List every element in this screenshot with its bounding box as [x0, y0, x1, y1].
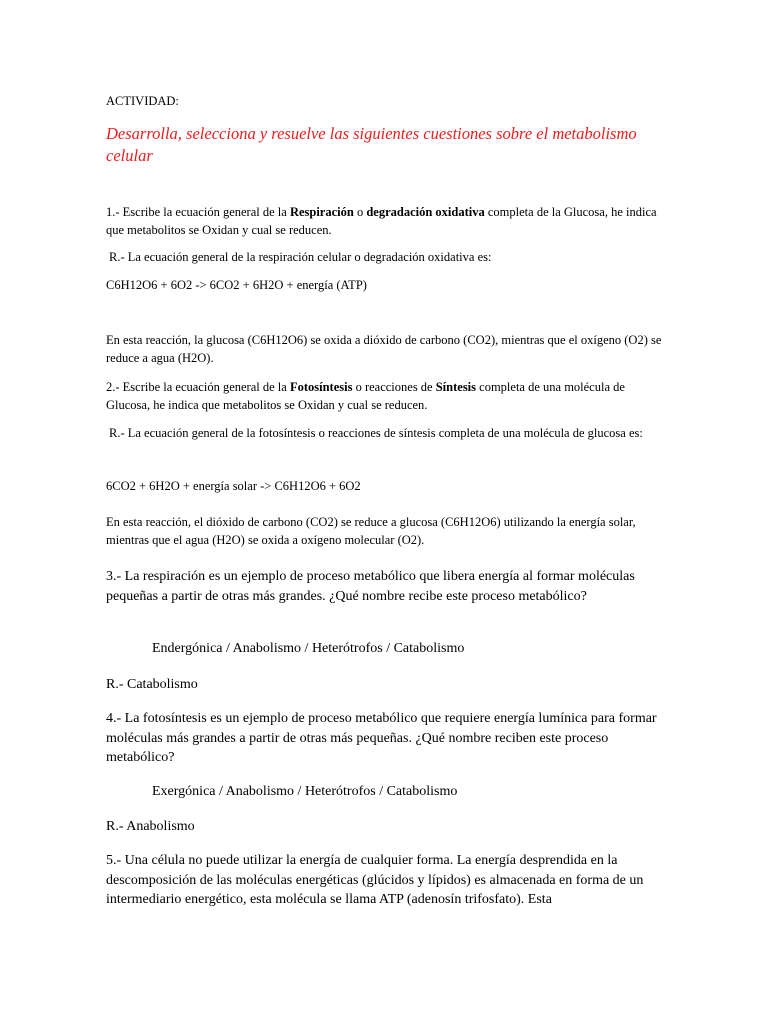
question-2-mid: o reacciones de [352, 380, 436, 394]
question-1-mid: o [353, 205, 367, 219]
equation-2: 6CO2 + 6H2O + energía solar -> C6H12O6 + 6O2 [106, 479, 361, 493]
question-2-bold-fotosintesis: Fotosíntesis [289, 380, 353, 394]
question-5: 5.- Una célula no puede utilizar la energía de cualquier forma. La energía desprendida en la descomposición de las moléculas energéticas (glúcidos y lípidos) es almacenada en forma de un intermediario energético, esta molécula se llama ATP (adenosín trifosfato). Esta [106, 853, 644, 907]
question-2-prefix: 2.- Escribe la ecuación general de la [106, 380, 290, 394]
question-3-options: Endergónica / Anabolismo / Heterótrofos / Catabolismo [152, 641, 465, 656]
answer-1-intro: R.- La ecuación general de la respiración celular o degradación oxidativa es: [109, 250, 492, 264]
answer-4: R.- Anabolismo [106, 819, 195, 834]
question-4: 4.- La fotosíntesis es un ejemplo de proceso metabólico que requiere energía lumínica para formar moléculas más grandes a partir de otras más pequeñas. ¿Qué nombre reciben este proceso metabólico? [106, 711, 657, 765]
answer-3: R.- Catabolismo [106, 677, 198, 692]
question-3: 3.- La respiración es un ejemplo de proceso metabólico que libera energía al formar moléculas pequeñas a partir de otras más grandes. ¿Qué nombre recibe este proceso metabólico? [106, 569, 635, 604]
activity-subtitle: Desarrolla, selecciona y resuelve las siguientes cuestiones sobre el metabolismo celular [106, 124, 637, 165]
question-1-suffix: completa de la Glucosa, he indica que metabolitos se Oxidan y cual se reducen. [106, 205, 657, 237]
explanation-1: En esta reacción, la glucosa (C6H12O6) se oxida a dióxido de carbono (CO2), mientras que el oxígeno (O2) se reduce a agua (H2O). [106, 333, 662, 365]
question-2-bold-sintesis: Síntesis [435, 380, 477, 394]
question-2 [106, 378, 662, 414]
question-1-bold-degradacion: degradación oxidativa [366, 205, 485, 219]
explanation-2: En esta reacción, el dióxido de carbono (CO2) se reduce a glucosa (C6H12O6) utilizando la energía solar, mientras que el agua (H2O) se oxida a oxígeno molecular (O2). [106, 515, 636, 547]
question-2-suffix: completa de una molécula de Glucosa, he indica que metabolitos se Oxidan y cual se reducen. [106, 380, 625, 412]
question-1-bold-respiracion: Respiración [289, 205, 354, 219]
question-1 [106, 203, 662, 239]
equation-1: C6H12O6 + 6O2 -> 6CO2 + 6H2O + energía (ATP) [106, 278, 367, 292]
activity-label: ACTIVIDAD: [106, 94, 179, 108]
question-4-options: Exergónica / Anabolismo / Heterótrofos / Catabolismo [152, 784, 458, 799]
question-1-prefix: 1.- Escribe la ecuación general de la [106, 205, 290, 219]
answer-2-intro: R.- La ecuación general de la fotosíntesis o reacciones de síntesis completa de una molécula de glucosa es: [109, 426, 643, 440]
